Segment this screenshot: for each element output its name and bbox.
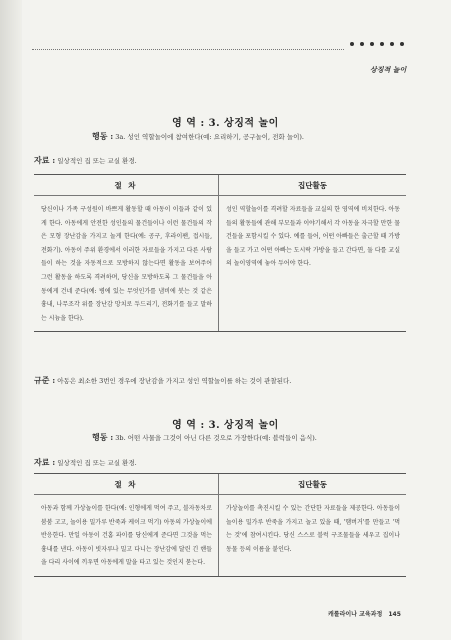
material-label: 자료 :	[34, 155, 56, 165]
group-activity-text: 가상놀이를 촉진시킬 수 있는 간단한 자료들을 제공한다. 아동들이 놀이용 밀가루 반죽을 가지고 놀고 있을 때, '햄버거'를 만들고 '먹는 것'에 참여시킨다. 당신 스스로 블럭 구조물들을 세우고 집이나 동물 등의 이름을 붙인다.	[226, 505, 400, 553]
page-footer	[328, 609, 401, 618]
table-header	[34, 175, 406, 196]
block2-material	[34, 457, 137, 468]
page-number: 145	[388, 611, 401, 618]
behavior-text: 3b. 어떤 사물을 그것이 아닌 다른 것으로 가장한다(예: 블럭들이 음식).	[115, 434, 317, 442]
col-procedure: 절 차	[34, 175, 219, 195]
criterion-text: 아동은 최소한 3번인 경우에 장난감을 가지고 성인 역할놀이를 하는 것이 관찰된다.	[57, 377, 292, 385]
criterion-label: 규준 :	[34, 375, 56, 385]
table-body	[34, 196, 406, 331]
section-tag: 상징적 놀이	[370, 66, 407, 74]
block2-table	[34, 473, 406, 577]
table-body	[34, 495, 406, 576]
col-group-activity: 집단활동	[298, 479, 327, 489]
header-dots	[350, 42, 404, 46]
procedure-text: 당신이나 가족 구성원이 바쁘게 활동할 때 아동이 이들과 같이 있게 한다. 아동에게 안전한 성인들의 물건들이나 이런 물건들의 작은 모형 장난감을 가지고 놀게 한다(예: 공구, 후라이팬, 접시들, 전화기). 아동이 주위 환경에서 이러한 자료들을 가지고 다른 사람들이 하는 것을 자동적으로 모방하지 않는다면 활동을 보여주어 그런 활동을 하도록 격려하며, 당신을 모방하도록 그 물건들을 아동에게 건네 준다(예: 병에 있는 무엇인가를 냄비에 붓는 것 같은 흉내, 나무조각 위를 장난감 망치로 두드리기, 전화기를 들고 말하는 시늉을 한다).	[34, 196, 219, 331]
table-header	[34, 474, 406, 495]
block1-material	[34, 155, 137, 166]
material-text: 일상적인 집 또는 교실 환경.	[57, 459, 137, 467]
block1-title: 영 역 : 3. 상징적 놀이	[172, 118, 279, 129]
material-text: 일상적인 집 또는 교실 환경.	[57, 157, 137, 165]
header-rule	[32, 49, 344, 50]
block1-behavior	[92, 131, 304, 142]
block2-title: 영 역 : 3. 상징적 놀이	[172, 420, 279, 431]
procedure-text: 아동과 함께 가상놀이를 한다(예: 인형에게 먹여 주고, 블자동차로 붐붐 고고, 놀이용 밀가루 반죽과 케이크 먹기) 아동의 가상놀이에 반응한다. 만일 아동이 건홈 파이를 당신에게 준다면 그것을 먹는 흉내를 낸다. 아동이 빗자루나 밀고 다니는 장난감에 달린 긴 핸들을 다리 사이에 끼우면 아동에게 말을 타고 있는 것인지 묻는다.	[34, 495, 219, 576]
criterion-note	[34, 375, 291, 386]
scan-edge	[0, 0, 22, 640]
block1-table	[34, 174, 406, 332]
block2-behavior	[92, 432, 317, 443]
behavior-label: 행동 :	[92, 131, 114, 141]
behavior-label: 행동 :	[92, 432, 114, 442]
col-procedure: 절 차	[34, 474, 219, 494]
group-activity-text: 성인 역할놀이를 격려할 자료들을 교실의 한 영역에 비치한다. 아동들의 활동들에 관해 부모들과 이야기해서 각 아동을 자극할 만한 물건들을 포함시킬 수 있다. 예를 들어, 어떤 아빠들은 출근할 때 가방을 들고 가고 어떤 아빠는 도시락 가방을 들고 간다면, 둘 다를 교실의 놀이영역에 놓아 두어야 한다.	[226, 206, 400, 268]
col-group-activity: 집단활동	[298, 180, 327, 190]
behavior-text: 3a. 성인 역할놀이에 참여한다(예: 요리하기, 공구놀이, 전화 놀이).	[115, 133, 304, 141]
footer-text: 캐롤라이나 교육과정	[328, 611, 383, 618]
material-label: 자료 :	[34, 457, 56, 467]
